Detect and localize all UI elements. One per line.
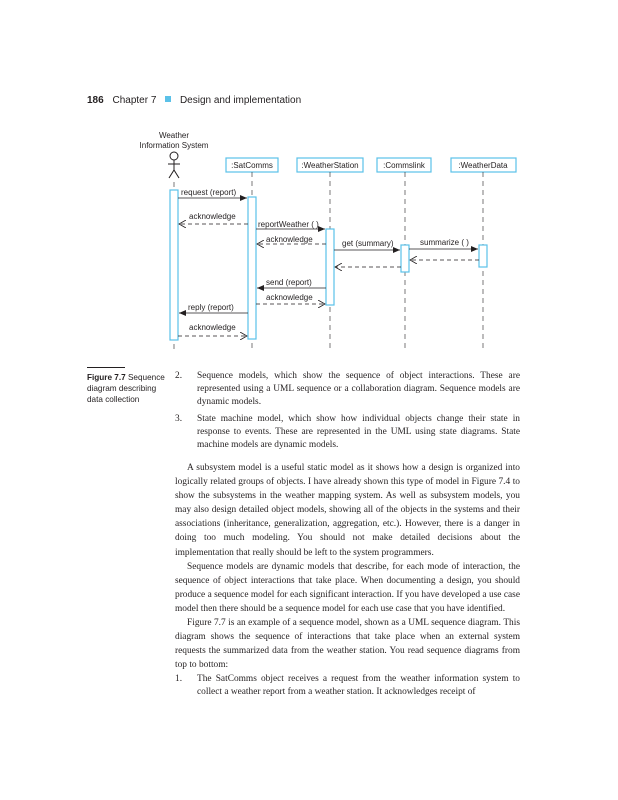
msg-label-request: request (report)	[181, 188, 237, 197]
page-number: 186	[87, 95, 104, 106]
paragraph: A subsystem model is a useful static model as it shows how a design is organized into logically related groups of objects. I have already shown this type of model in Figure 7.4 to show the subsystems in the weather mapping system. As well as subsystem models, you may also design detailed object models, showing all of the objects in the systems and their associations (inheritance, generalization, aggregation, etc.). However, there is a danger in doing too much modeling. You should not make detailed decisions about the implementation that really should be left to the system programmers.	[175, 463, 520, 558]
msg-label-send-report: send (report)	[266, 278, 312, 287]
actor-stick-figure-icon	[168, 152, 180, 178]
list-item	[175, 413, 520, 452]
msg-label-acknowledge-2: acknowledge	[266, 235, 313, 244]
object-commslink-label: :Commslink	[383, 161, 425, 170]
actor-label-line2: Information System	[139, 141, 209, 150]
paragraph: Sequence models are dynamic models that describe, for each mode of interaction, the sequence of object interactions that take place. When documenting a design, you should produce a sequence model for each significant interaction. If you have developed a use case model then there should be a sequence model for each use case that you have identified.	[175, 561, 520, 614]
object-satcomms-label: :SatComms	[231, 161, 273, 170]
object-weatherdata-label: :WeatherData	[458, 161, 508, 170]
figure-caption-text: Sequence diagram describing data collection	[87, 373, 165, 404]
msg-label-acknowledge-1: acknowledge	[189, 212, 236, 221]
chapter-title: Design and implementation	[179, 95, 302, 106]
object-weatherstation	[297, 158, 363, 172]
msg-label-reportweather: reportWeather ( )	[258, 220, 319, 229]
msg-label-summarize: summarize ( )	[420, 238, 469, 247]
figure-label: Figure 7.7	[87, 373, 126, 382]
actor-label-line1: Weather	[158, 131, 190, 140]
list-item-number: 1.	[175, 674, 183, 684]
figure-caption	[87, 372, 169, 405]
caption-rule	[87, 367, 125, 368]
object-commslink	[377, 158, 431, 172]
list-item-text: The SatComms object receives a request from the weather information system to collect a weather report from a weather station. It acknowledges receipt of	[197, 674, 520, 697]
list-item-text: State machine model, which show how individual objects change their state in response to events. These are represented in the UML using state diagrams. State machine models are dynamic models.	[197, 414, 520, 450]
msg-label-acknowledge-3: acknowledge	[266, 293, 313, 302]
list-item-number: 3.	[175, 414, 183, 424]
object-satcomms	[226, 158, 278, 172]
object-weatherdata	[451, 158, 516, 172]
body-text	[175, 461, 520, 672]
msg-label-reply-report: reply (report)	[188, 303, 234, 312]
msg-label-get-summary: get (summary)	[342, 239, 394, 248]
chapter-label: Chapter 7	[112, 95, 157, 106]
list-item-number: 2.	[175, 371, 183, 381]
list-item	[175, 673, 520, 699]
msg-label-acknowledge-4: acknowledge	[189, 323, 236, 332]
sequence-diagram	[0, 0, 618, 370]
object-weatherstation-label: :WeatherStation	[301, 161, 359, 170]
list-item	[175, 370, 520, 409]
list-item-text: Sequence models, which show the sequence of object interactions. These are represented using a UML sequence or a collaboration diagram. Sequence models are dynamic models.	[197, 371, 520, 407]
paragraph: Figure 7.7 is an example of a sequence model, shown as a UML sequence diagram. This diagram shows the sequence of interactions that take place when an external system requests the summarized data from the weather station. You read sequence diagrams from top to bottom:	[175, 618, 520, 671]
